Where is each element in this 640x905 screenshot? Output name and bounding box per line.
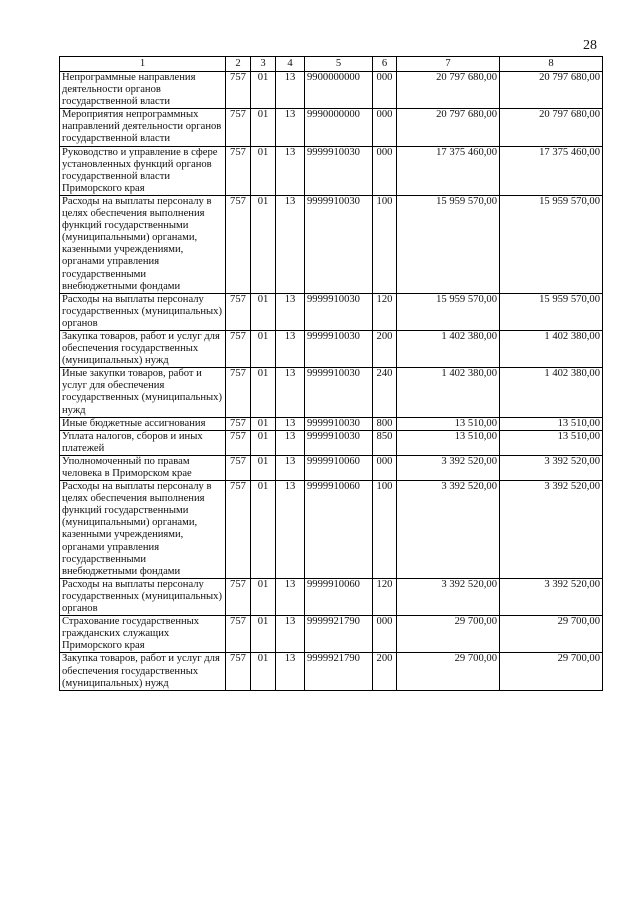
amount-year1: 15 959 570,00	[397, 293, 500, 330]
amount-year2: 29 700,00	[500, 616, 603, 653]
expense-type-code: 100	[373, 481, 397, 579]
table-row	[60, 195, 603, 293]
target-article-code: 9999910060	[305, 455, 373, 480]
table-row	[60, 330, 603, 367]
amount-year2: 13 510,00	[500, 417, 603, 430]
subsection-code: 13	[276, 72, 305, 109]
target-article-code: 9999921790	[305, 653, 373, 690]
row-name: Страхование государственных гражданских служащих Приморского края	[60, 616, 226, 653]
section-code: 01	[251, 109, 276, 146]
subsection-code: 13	[276, 109, 305, 146]
table-row	[60, 481, 603, 579]
ved-code: 757	[226, 653, 251, 690]
target-article-code: 9999910030	[305, 293, 373, 330]
target-article-code: 9900000000	[305, 72, 373, 109]
amount-year2: 29 700,00	[500, 653, 603, 690]
row-name: Расходы на выплаты персоналу в целях обеспечения выполнения функций государственными (муниципальными) органами, казенными учреждениями, органами управления государственными внебюджетными фондами	[60, 481, 226, 579]
amount-year1: 29 700,00	[397, 653, 500, 690]
row-name: Расходы на выплаты персоналу в целях обеспечения выполнения функций государственными (муниципальными) органами, казенными учреждениями, органами управления государственными внебюджетными фондами	[60, 195, 226, 293]
target-article-code: 9999910030	[305, 430, 373, 455]
ved-code: 757	[226, 368, 251, 417]
subsection-code: 13	[276, 417, 305, 430]
subsection-code: 13	[276, 368, 305, 417]
amount-year1: 20 797 680,00	[397, 72, 500, 109]
header-cell: 3	[251, 57, 276, 72]
header-cell: 6	[373, 57, 397, 72]
ved-code: 757	[226, 417, 251, 430]
row-name: Иные закупки товаров, работ и услуг для обеспечения государственных (муниципальных) нужд	[60, 368, 226, 417]
subsection-code: 13	[276, 455, 305, 480]
expense-type-code: 000	[373, 146, 397, 195]
amount-year2: 17 375 460,00	[500, 146, 603, 195]
subsection-code: 13	[276, 653, 305, 690]
table-row	[60, 578, 603, 615]
section-code: 01	[251, 368, 276, 417]
section-code: 01	[251, 430, 276, 455]
ved-code: 757	[226, 195, 251, 293]
budget-table	[59, 56, 603, 691]
ved-code: 757	[226, 616, 251, 653]
amount-year1: 13 510,00	[397, 430, 500, 455]
target-article-code: 9999910060	[305, 578, 373, 615]
ved-code: 757	[226, 146, 251, 195]
section-code: 01	[251, 653, 276, 690]
amount-year1: 1 402 380,00	[397, 330, 500, 367]
amount-year1: 29 700,00	[397, 616, 500, 653]
subsection-code: 13	[276, 330, 305, 367]
row-name: Уплата налогов, сборов и иных платежей	[60, 430, 226, 455]
row-name: Расходы на выплаты персоналу государственных (муниципальных) органов	[60, 578, 226, 615]
section-code: 01	[251, 616, 276, 653]
target-article-code: 9999910060	[305, 481, 373, 579]
subsection-code: 13	[276, 616, 305, 653]
amount-year2: 3 392 520,00	[500, 455, 603, 480]
row-name: Мероприятия непрограммных направлений деятельности органов государственной власти	[60, 109, 226, 146]
amount-year2: 1 402 380,00	[500, 368, 603, 417]
ved-code: 757	[226, 293, 251, 330]
row-name: Закупка товаров, работ и услуг для обеспечения государственных (муниципальных) нужд	[60, 653, 226, 690]
subsection-code: 13	[276, 481, 305, 579]
target-article-code: 9999910030	[305, 195, 373, 293]
table-row	[60, 616, 603, 653]
table-row	[60, 653, 603, 690]
header-cell: 1	[60, 57, 226, 72]
row-name: Руководство и управление в сфере установленных функций органов государственной власти Приморского края	[60, 146, 226, 195]
page-number: 28	[583, 38, 597, 53]
row-name: Расходы на выплаты персоналу государственных (муниципальных) органов	[60, 293, 226, 330]
expense-type-code: 200	[373, 653, 397, 690]
amount-year2: 20 797 680,00	[500, 72, 603, 109]
expense-type-code: 240	[373, 368, 397, 417]
section-code: 01	[251, 293, 276, 330]
section-code: 01	[251, 417, 276, 430]
amount-year1: 17 375 460,00	[397, 146, 500, 195]
subsection-code: 13	[276, 578, 305, 615]
section-code: 01	[251, 146, 276, 195]
header-cell: 8	[500, 57, 603, 72]
subsection-code: 13	[276, 430, 305, 455]
amount-year1: 1 402 380,00	[397, 368, 500, 417]
amount-year2: 15 959 570,00	[500, 293, 603, 330]
subsection-code: 13	[276, 146, 305, 195]
ved-code: 757	[226, 72, 251, 109]
row-name: Непрограммные направления деятельности органов государственной власти	[60, 72, 226, 109]
ved-code: 757	[226, 481, 251, 579]
amount-year1: 13 510,00	[397, 417, 500, 430]
section-code: 01	[251, 455, 276, 480]
row-name: Иные бюджетные ассигнования	[60, 417, 226, 430]
table-row	[60, 72, 603, 109]
ved-code: 757	[226, 330, 251, 367]
section-code: 01	[251, 578, 276, 615]
table-row	[60, 368, 603, 417]
expense-type-code: 100	[373, 195, 397, 293]
expense-type-code: 000	[373, 616, 397, 653]
section-code: 01	[251, 72, 276, 109]
target-article-code: 9999910030	[305, 417, 373, 430]
header-cell: 7	[397, 57, 500, 72]
table-row	[60, 146, 603, 195]
amount-year2: 13 510,00	[500, 430, 603, 455]
subsection-code: 13	[276, 293, 305, 330]
expense-type-code: 000	[373, 109, 397, 146]
target-article-code: 9999910030	[305, 146, 373, 195]
expense-type-code: 120	[373, 578, 397, 615]
table-row	[60, 109, 603, 146]
amount-year2: 15 959 570,00	[500, 195, 603, 293]
ved-code: 757	[226, 578, 251, 615]
subsection-code: 13	[276, 195, 305, 293]
expense-type-code: 800	[373, 417, 397, 430]
ved-code: 757	[226, 455, 251, 480]
section-code: 01	[251, 195, 276, 293]
target-article-code: 9990000000	[305, 109, 373, 146]
expense-type-code: 850	[373, 430, 397, 455]
amount-year2: 20 797 680,00	[500, 109, 603, 146]
section-code: 01	[251, 330, 276, 367]
section-code: 01	[251, 481, 276, 579]
table-row	[60, 417, 603, 430]
header-row	[60, 57, 603, 72]
header-cell: 5	[305, 57, 373, 72]
amount-year2: 3 392 520,00	[500, 481, 603, 579]
expense-type-code: 120	[373, 293, 397, 330]
ved-code: 757	[226, 430, 251, 455]
target-article-code: 9999910030	[305, 368, 373, 417]
header-cell: 4	[276, 57, 305, 72]
table-row	[60, 430, 603, 455]
row-name: Закупка товаров, работ и услуг для обеспечения государственных (муниципальных) нужд	[60, 330, 226, 367]
amount-year1: 3 392 520,00	[397, 481, 500, 579]
expense-type-code: 000	[373, 455, 397, 480]
table-row	[60, 293, 603, 330]
expense-type-code: 200	[373, 330, 397, 367]
amount-year1: 15 959 570,00	[397, 195, 500, 293]
amount-year2: 1 402 380,00	[500, 330, 603, 367]
ved-code: 757	[226, 109, 251, 146]
amount-year1: 3 392 520,00	[397, 578, 500, 615]
table-row	[60, 455, 603, 480]
amount-year1: 20 797 680,00	[397, 109, 500, 146]
row-name: Уполномоченный по правам человека в Приморском крае	[60, 455, 226, 480]
target-article-code: 9999921790	[305, 616, 373, 653]
target-article-code: 9999910030	[305, 330, 373, 367]
header-cell: 2	[226, 57, 251, 72]
expense-type-code: 000	[373, 72, 397, 109]
amount-year2: 3 392 520,00	[500, 578, 603, 615]
amount-year1: 3 392 520,00	[397, 455, 500, 480]
